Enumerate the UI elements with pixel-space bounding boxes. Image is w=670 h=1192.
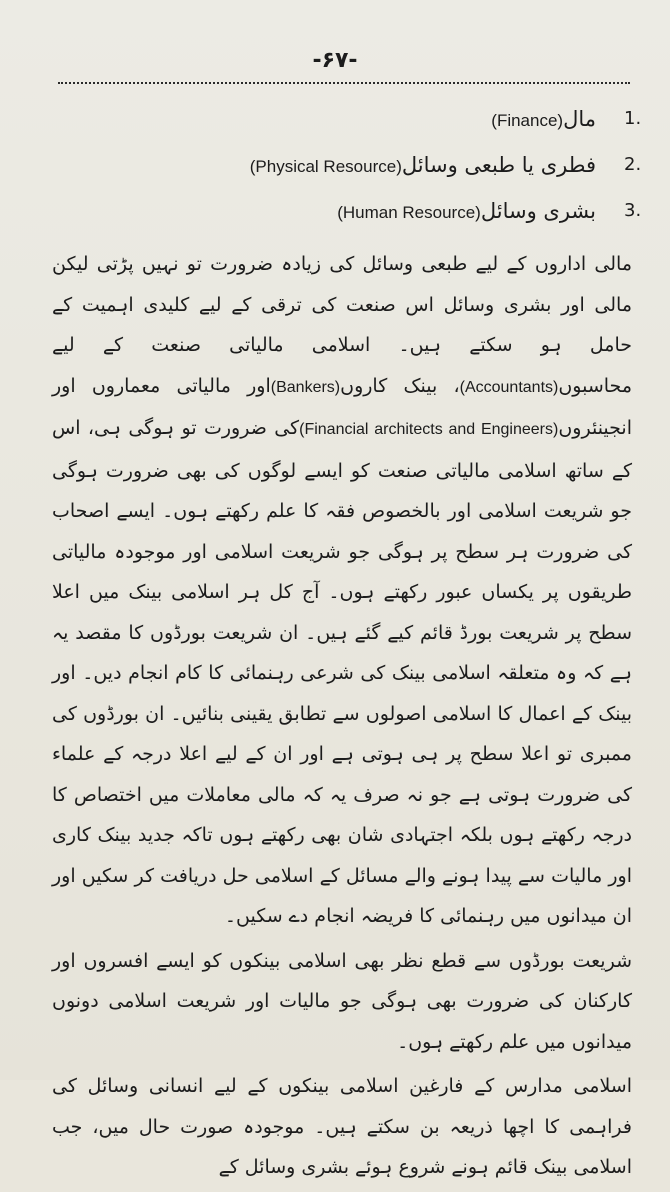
- list-item-urdu: بشری وسائل: [480, 199, 596, 223]
- page-number: -۶۷-: [312, 48, 358, 73]
- list-item-urdu: فطری یا طبعی وسائل: [401, 153, 596, 177]
- list-item-text: [250, 142, 596, 190]
- list-item-english: (Human Resource): [337, 203, 481, 222]
- list-item-english: (Physical Resource): [249, 157, 402, 176]
- list-item: [52, 96, 642, 142]
- paragraph-text: کی ضرورت تو ہوگی ہی، اس کے ساتھ اسلامی مالیاتی صنعت کو ایسے لوگوں کی بھی ضرورت ہوگی جو شریعت اسلامی اور بالخصوص فقہ کا علم رکھتے ہوں۔ ایسے اصحاب کی ضرورت ہر سطح پر ہوگی جو شریعت اسلامی اور موجودہ مالیاتی طریقوں پر یکساں عبور رکھتے ہوں۔ آج کل ہر اسلامی بینک میں اعلا سطح پر شریعت بورڈ قائم کیے گئے ہیں۔ ان شریعت بورڈوں کا مقصد یہ ہے کہ وہ متعلقہ اسلامی بینک کی شرعی رہنمائی کا کام انجام دیں۔ اور بینک کے اعمال کا اسلامی اصولوں سے تطابق یقینی بنائیں۔ ان بورڈوں کی ممبری تو اعلا سطح پر ہی ہوتی ہے اور ان کے لیے اعلا درجہ کے علماء کی ضرورت ہوتی ہے جو نہ صرف یہ کہ مالی معاملات میں اختصاص کا درجہ رکھتے ہوں بلکہ اجتہادی شان بھی رکھتے ہوں تاکہ جدید بینک کاری اور مالیات سے پیدا ہونے والے مسائل کے اسلامی حل دریافت کر سکیں اور ان میدانوں میں رہنمائی کا فریضہ انجام دے سکیں۔: [52, 417, 632, 927]
- paragraph-text: اور مالیاتی معماروں اور انجینئروں: [52, 374, 632, 439]
- page-body: [52, 96, 642, 1192]
- paragraph-madaris: [52, 1066, 632, 1188]
- list-item-english: (Finance): [491, 111, 564, 130]
- list-item: [52, 188, 642, 234]
- list-item-text: [337, 188, 596, 236]
- paragraph-text: شریعت بورڈوں سے قطع نظر بھی اسلامی بینکوں کو ایسے افسروں اور کارکنان کی ضرورت بھی ہوگی جو مالیات اور شریعت اسلامی دونوں میدانوں میں علم رکھتے ہوں۔: [52, 949, 632, 1053]
- list-item-number: 1.: [624, 108, 642, 129]
- list-item-number: 2.: [624, 154, 642, 175]
- list-item-number: 3.: [624, 200, 642, 221]
- paragraph-text: مالی اداروں کے لیے طبعی وسائل کی زیادہ ضرورت تو نہیں پڑتی لیکن مالی اور بشری وسائل اس صنعت کی ترقی کے لیے کلیدی اہمیت کے حامل ہو سکتے ہیں۔ اسلامی مالیاتی صنعت کے لیے محاسبوں: [52, 253, 632, 397]
- list-item: [52, 142, 642, 188]
- paragraph-english-term: (Bankers): [270, 378, 341, 396]
- paragraph-human-resources: [52, 244, 632, 937]
- paragraph-text: اسلامی مدارس کے فارغین اسلامی بینکوں کے لیے انسانی وسائل کی فراہمی کا اچھا ذریعہ بن سکتے ہیں۔ موجودہ صورت حال میں، جب اسلامی بینک قائم ہونے شروع ہوئے بشری وسائل کے: [52, 1075, 632, 1178]
- list-item-text: [491, 96, 596, 144]
- header-divider: [58, 82, 630, 84]
- paragraph-text: ، بینک کاروں: [340, 374, 460, 397]
- paragraph-english-term: (Accountants): [459, 378, 559, 396]
- paragraph-officers: [52, 941, 632, 1063]
- list-item-urdu: مال: [563, 107, 596, 131]
- resource-list: [52, 96, 642, 234]
- paragraph-english-term: (Financial architects and Engineers): [299, 421, 559, 438]
